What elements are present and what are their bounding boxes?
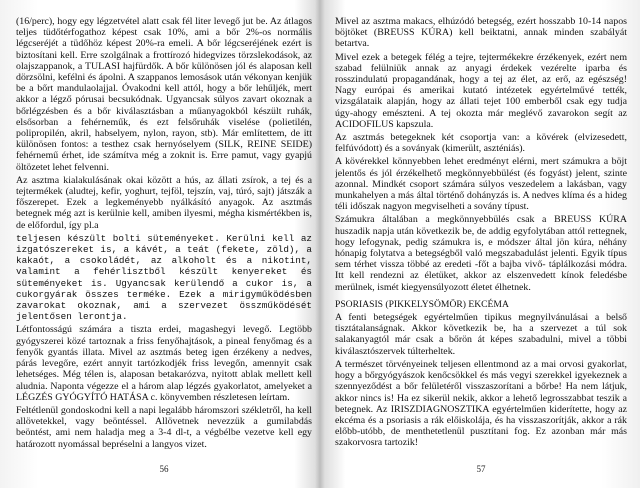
right-page — [335, 6, 627, 480]
paragraph: (16/perc), hogy egy légzetvétel alatt csak fél liter levegő jut be. Az átlagos teljes tüdőtérfogathoz képest csak 10%, ami a bőr 2%-os normális légcseréjét a tüdőhöz képest 20%-ra emeli. A bőr légcseréjének ezért is biztosítani kell. Erre szolgálnak a frottírozó hidegvizes törzslekodások, az olajszappanok, a TULASI hajfürdők. A bőr különösen jól és alaposan kell dörzsölni, kefélni és ápolni. A szappanos lemosások után vékonyan kenjük be a bőrt mandulaolajjal. Óvakodni kell attól, hogy a bőr lehűljék, mert akkor a légző pórusai becsukódnak. Ugyancsak súlyos zavart okoznak a bőrlégzésben és a bőr kiválasztásban a műanyagokból készült ruhák, elsősorban a fehérneműk, és ezt felsőruhák viselése (polietilén, polipropilén, akril, habselyem, nylon, rayon, stb). Már említettem, de itt különösen fontos: a testhez csak hernyóselyem (SILK, REINE SEIDE) fehérnemű érhet, ide számítva még a zoknit is. Erre pamut, vagy gyapjú öltözetet lehet felvenni. — [16, 16, 312, 173]
book-gutter — [315, 0, 325, 488]
page-number-right: 57 — [476, 464, 486, 474]
page-number-left: 56 — [159, 464, 169, 474]
paragraph: Mivel ezek a betegek félég a tejre, tejtermékekre érzékenyek, ezért nem szabad felülniük annak az anyagi érdekek vezérelte iparba és rosszindulatú propagandának, hogy a tej az élet, az erő, az egészség! Nagy európai és amerikai kutató intézetek egyértelművé tették, vizsgálataik alapján, hogy az állati tejet 100 emberből csak egy tudja úgy-ahogy emészteni. A tej okozta már meglévő zavarokon segít az ACIDOFILUS kapszula. — [335, 51, 627, 130]
right-page-text — [335, 16, 627, 454]
paragraph: A kövérekkel könnyebben lehet eredményt elérni, mert számukra a böjt jelentős és jól érzékelhető megkönnyebbülést (és fogyást) jelent, szinte azonnal. Mindkét csoport számára súlyos veszedelem a lakásban, vagy munkahelyen a más által történő dohányzás is. A nedves klíma és a hideg téli időszak nagyon megviselheti a sovány típust. — [335, 156, 627, 213]
left-page — [16, 6, 312, 480]
paragraph: Feltétlenül gondoskodni kell a napi legalább háromszori székletről, ha kell allövetekkel, vagy beöntéssel. Allövetnek nevezzük a gumilabdás beöntést, ami nem haladja meg a 3-4 dl-t, a végbélbe vezetve kell egy határozott nyomással bepréselni a langyos vizet. — [16, 404, 312, 450]
left-page-text — [16, 16, 312, 454]
paragraph: A fenti betegségek egyértelműen tipikus megnyilvánulásai a belső tisztátalanságnak. Akkor következik be, ha a szervezet a túl sok salakanyagtól már csak a bőrön át képes szabadulni, mivel a többi kiválasztószervek túlterheltek. — [335, 312, 627, 357]
paragraph: Létfontosságú számára a tiszta erdei, magashegyi levegő. Legtöbb gyógyszerei közé tartoznak a friss fenyőhajtások, a pineal fenyőmag és a fenyők gyantás illata. Mivel az asztmás beteg igen érzékeny a nedves, párás levegőre, ezért annyit tartózkodjék friss levegőn, amennyit csak lehetséges. Még télen is, alaposan betakarózva, nyitott ablak mellett kell aludnia. Naponta végezze el a három alap légzés gyakorlatot, amelyeket a LÉGZÉS GYÓGYÍTÓ HATÁSA c. könyvemben részletesen leírtam. — [16, 324, 312, 403]
paragraph: Mivel az asztma makacs, elhúzódó betegség, ezért hosszabb 10-14 napos böjtöket (BREUSS KÚRA) kell beiktatni, annak minden szabályát betartva. — [335, 16, 627, 50]
section-heading: PSORIASIS (PIKKELYSÖMÖR) EKCÉMA — [335, 298, 509, 310]
paragraph: Számukra általában a megkönnyebbülés csak a BREUSS KÚRA huszadik napja után következik be, de addig egyfolytában attól rettegnek, hogy lefogynak, pedig számukra is, e módszer által jön kúra, néhány hónapig folytatva a betegségből való megszabadulást jelenti. Egyik típus sem térhet vissza többé az eredeti -főt a bajba vivő- táplálkozási módra. Itt kell rendezni az életüket, akkor az elszenvedett kínok feledésbe merülnek, ismét kiegyensúlyozott életet élhetnek. — [335, 214, 627, 293]
paragraph: Az asztmás betegeknek két csoportja van: a kövérek (elvizesedett, felfúvódott) és a soványak (kimerült, aszténiás). — [335, 132, 627, 155]
paragraph-typewriter: teljesen készült bolti süteményeket. Kerülni kell az izgatószereket is, a kávét, a teát (fekete, zöld), a kakaót, a csokoládét, az alkoholt és a nikotint, valamint a fehérlisztből készült kenyereket és süteményeket is. Ugyancsak kerülendő a cukor is, a cukorgyárak összes terméke. Ezek a mirigyműködésben zavarokat okoznak, ami a szervezet összműködését jelentősen lerontja. — [16, 232, 312, 323]
paragraph: Az asztma kialakulásának okai között a hús, az állati zsírok, a tej és a tejtermékek (aludtej, kefir, yoghurt, tejföl, tejszín, vaj, túró, sajt) játszák a főszerepet. Ezek a legkeményebb nyálkásító anyagok. Az asztmás betegnek még azt is kerülnie kell, amiben ilyesmi, mégha kismértékben is, de előfordul, így pl.a — [16, 174, 312, 231]
paragraph: A természet törvényeinek teljesen ellentmond az a mai orvosi gyakorlat, hogy a bőrgyógyászok kenőcsökkel és más vegyi szerekkel igyekeznek a szennyeződést a bőr felületéről visszaszorítani a bőrbe! Ha nem látjuk, akkor nincs is! Ha ez sikerül nekik, akkor a lehető legrosszabbat teszik a betegnek. Az IRISZDIAGNOSZTIKA egyértelműen kiderítette, hogy az ekcéma és a psoriasis a rák előiskolája, és ha visszaszorítják, akkor a rák előbb-utóbb, de menthetetlenül pusztítani fog. Ez azonban már más szakorvosra tartozik! — [335, 358, 627, 449]
